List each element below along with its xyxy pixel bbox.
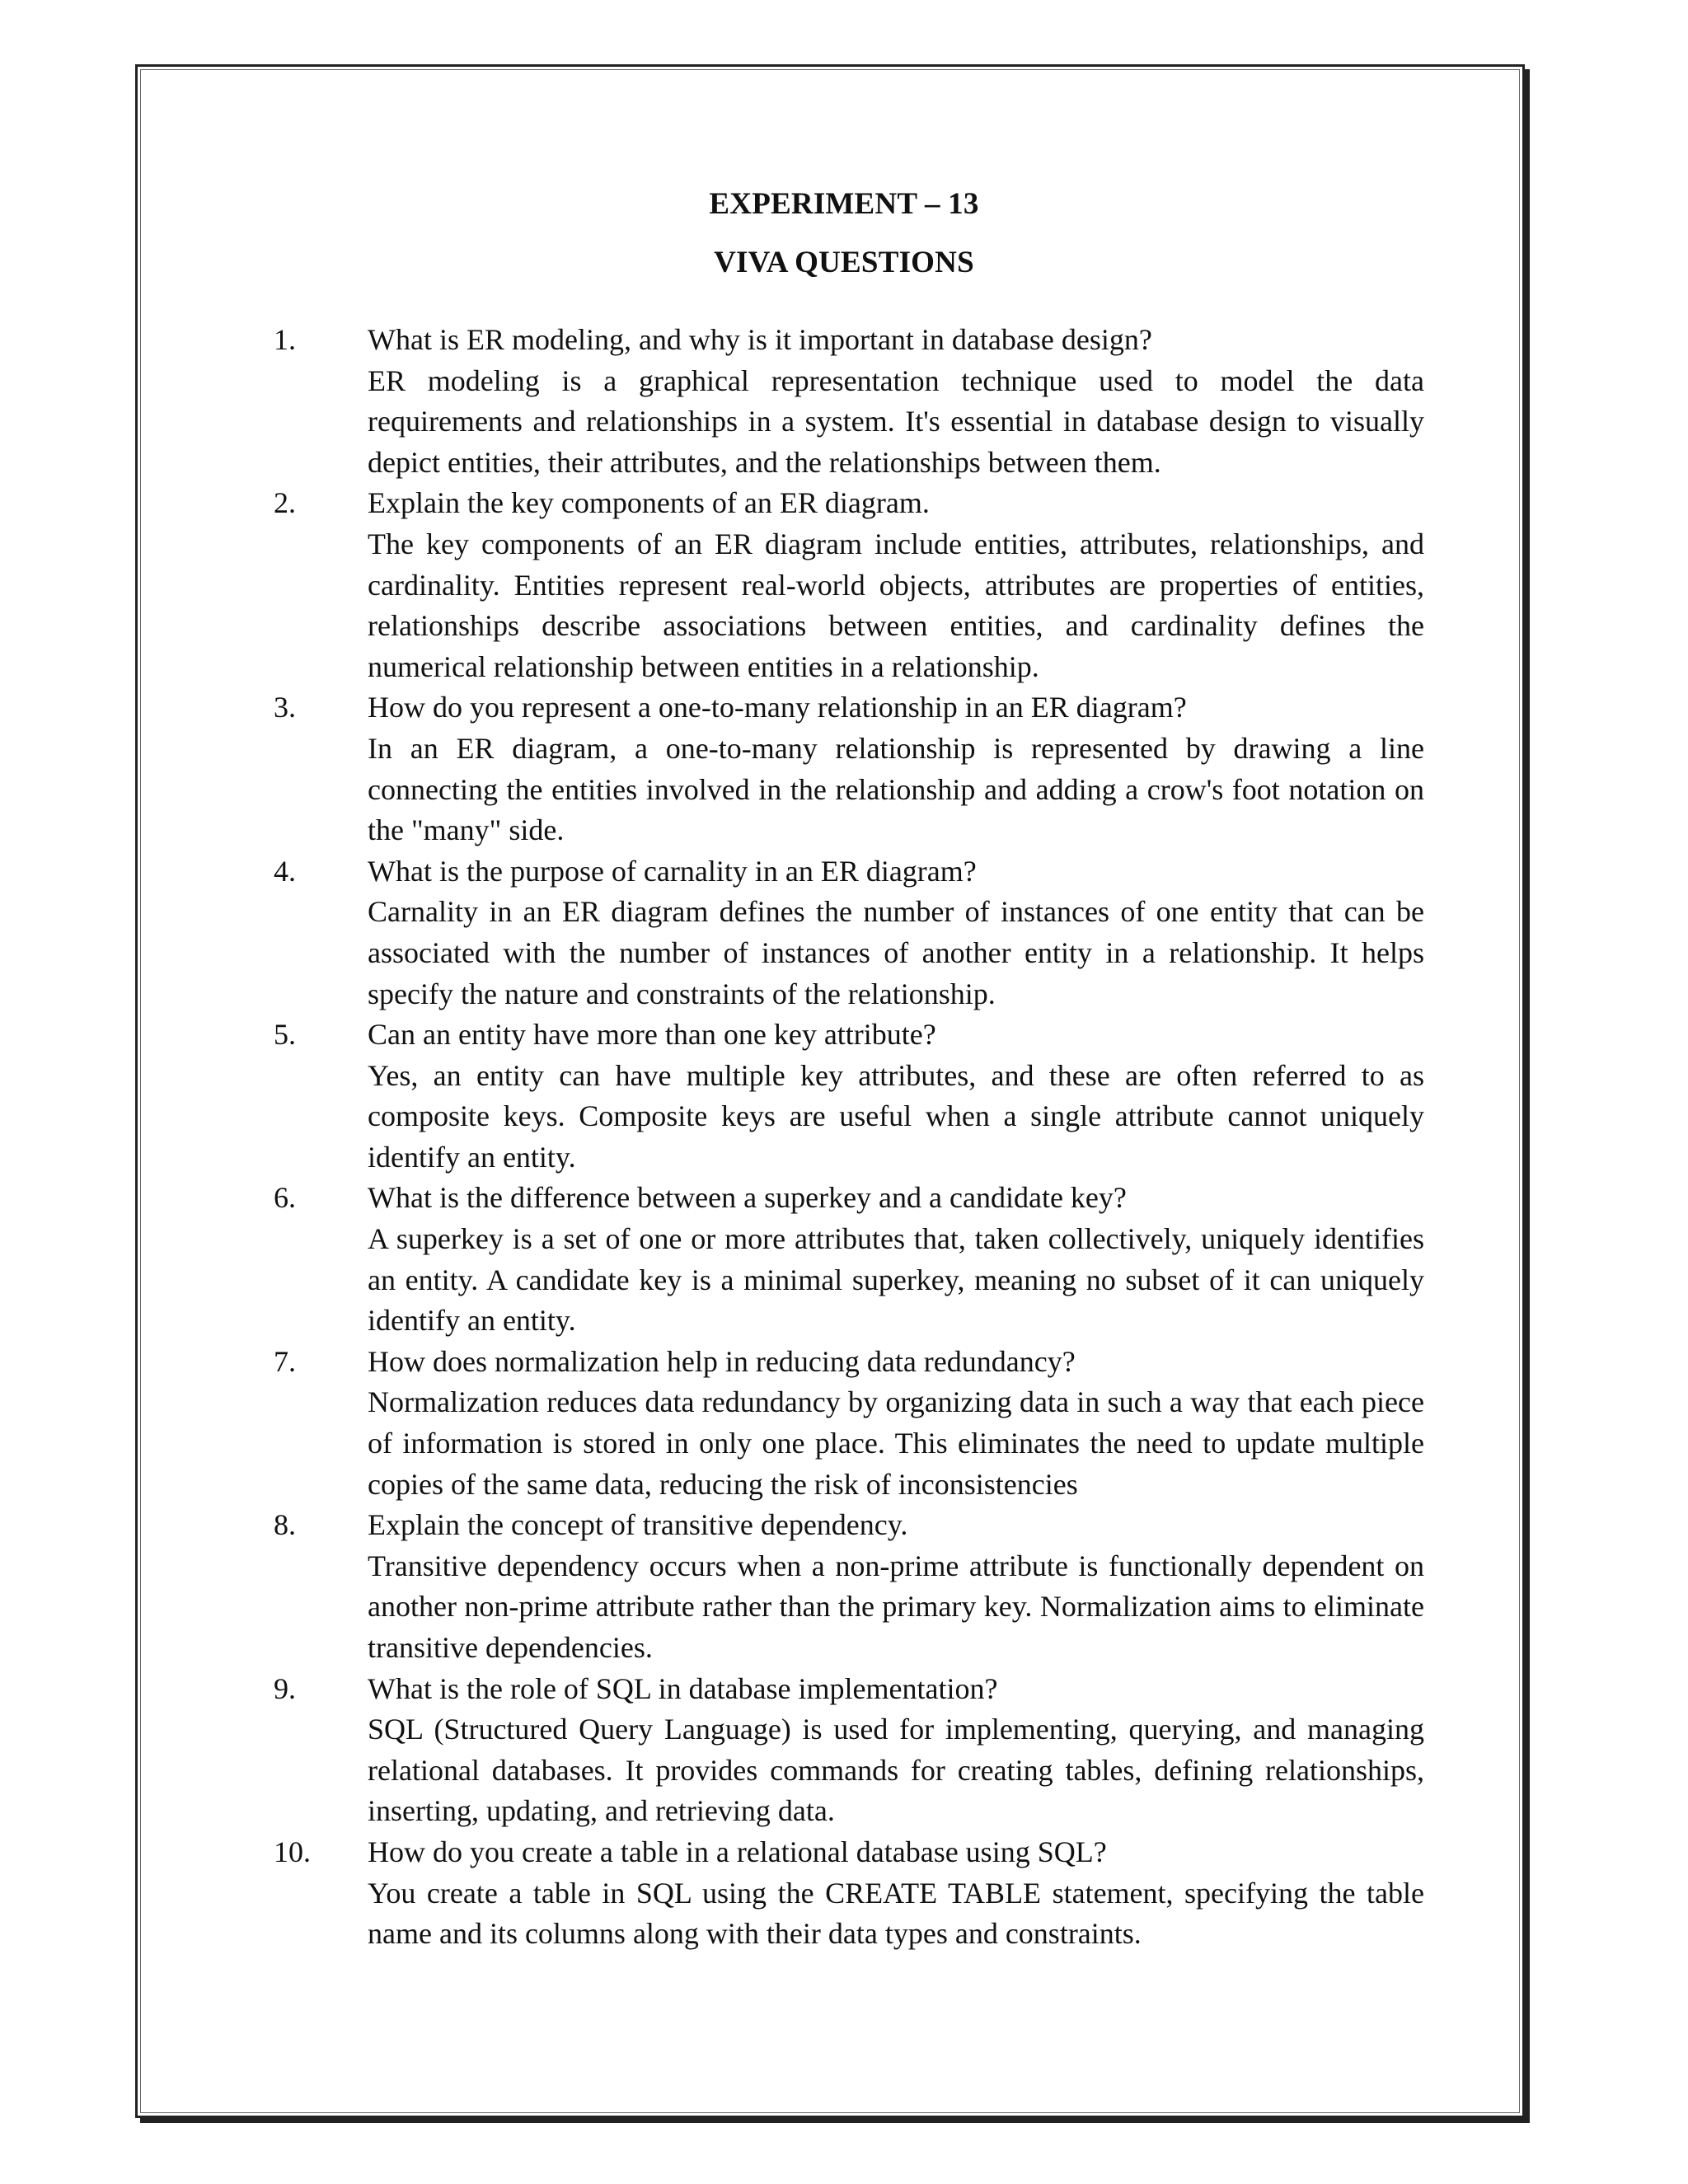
question-text: How do you create a table in a relational database using SQL? [368,1835,1107,1868]
question-number: 8. [274,1508,296,1542]
question-number: 9. [274,1671,296,1705]
question-item-8 [274,1505,1424,1668]
question-text: What is the purpose of carnality in an ER diagram? [368,854,977,888]
question-text: Explain the key components of an ER diagram. [368,486,930,520]
question-number: 7. [274,1344,296,1378]
question-item-9 [274,1669,1424,1832]
answer-text: ER modeling is a graphical representation technique used to model the data requirements and relationships in a system. It's essential in database design to visually depict entities, their attributes, and the relationships between them. [368,363,1424,479]
answer-text: Yes, an entity can have multiple key attributes, and these are often referred to as composite keys. Composite keys are useful when a single attribute cannot uniquely identify an entity. [368,1058,1424,1174]
question-text: What is the difference between a superkey and a candidate key? [368,1181,1127,1215]
question-item-10 [274,1832,1424,1955]
question-item-1 [274,320,1424,483]
question-text: What is ER modeling, and why is it important in database design? [368,323,1152,356]
question-number: 2. [274,486,296,520]
question-text: Explain the concept of transitive dependency. [368,1508,908,1542]
question-text: What is the role of SQL in database implementation? [368,1671,998,1705]
answer-text: You create a table in SQL using the CREATE TABLE statement, specifying the table name and its columns along with their data types and constraints. [368,1876,1424,1951]
question-item-6 [274,1178,1424,1341]
answer-text: Normalization reduces data redundancy by organizing data in such a way that each piece of information is stored in only one place. This eliminates the need to update multiple copies of the same data, reducing the risk of inconsistencies [368,1385,1424,1501]
answer-text: In an ER diagram, a one-to-many relationship is represented by drawing a line connecting the entities involved in the relationship and adding a crow's foot notation on the "many" side. [368,731,1424,847]
section-title: VIVA QUESTIONS [714,246,974,279]
question-number: 5. [274,1018,296,1052]
question-item-4 [274,851,1424,1015]
answer-text: The key components of an ER diagram include entities, attributes, relationships, and cardinality. Entities represent real-world objects, attributes are properties of entities, relationships describe associations between entities, and cardinality defines the numerical relationship between entities in a relationship. [368,527,1424,683]
question-item-2 [274,483,1424,687]
answer-text: Carnality in an ER diagram defines the number of instances of one entity that can be associated with the number of instances of another entity in a relationship. It helps specify the nature and constraints of the relationship. [368,895,1424,1010]
question-number: 6. [274,1181,296,1215]
question-number: 4. [274,854,296,888]
answer-text: SQL (Structured Query Language) is used for implementing, querying, and managing relational databases. It provides commands for creating tables, defining relationships, inserting, updating, and retrieving data. [368,1713,1424,1828]
answer-text: Transitive dependency occurs when a non-prime attribute is functionally dependent on another non-prime attribute rather than the primary key. Normalization aims to eliminate transitive dependencies. [368,1549,1424,1664]
question-text: How does normalization help in reducing data redundancy? [368,1344,1076,1378]
viva-questions-list [274,320,1424,1955]
question-number: 3. [274,691,296,724]
question-item-5 [274,1015,1424,1178]
question-item-7 [274,1342,1424,1505]
question-item-3 [274,687,1424,851]
question-text: How do you represent a one-to-many relationship in an ER diagram? [368,691,1187,724]
question-number: 1. [274,323,296,356]
experiment-title: EXPERIMENT – 13 [709,187,979,221]
question-number: 10. [274,1835,311,1868]
question-text: Can an entity have more than one key attribute? [368,1018,936,1052]
answer-text: A superkey is a set of one or more attributes that, taken collectively, uniquely identifies an entity. A candidate key is a minimal superkey, meaning no subset of it can uniquely identify an entity. [368,1222,1424,1338]
